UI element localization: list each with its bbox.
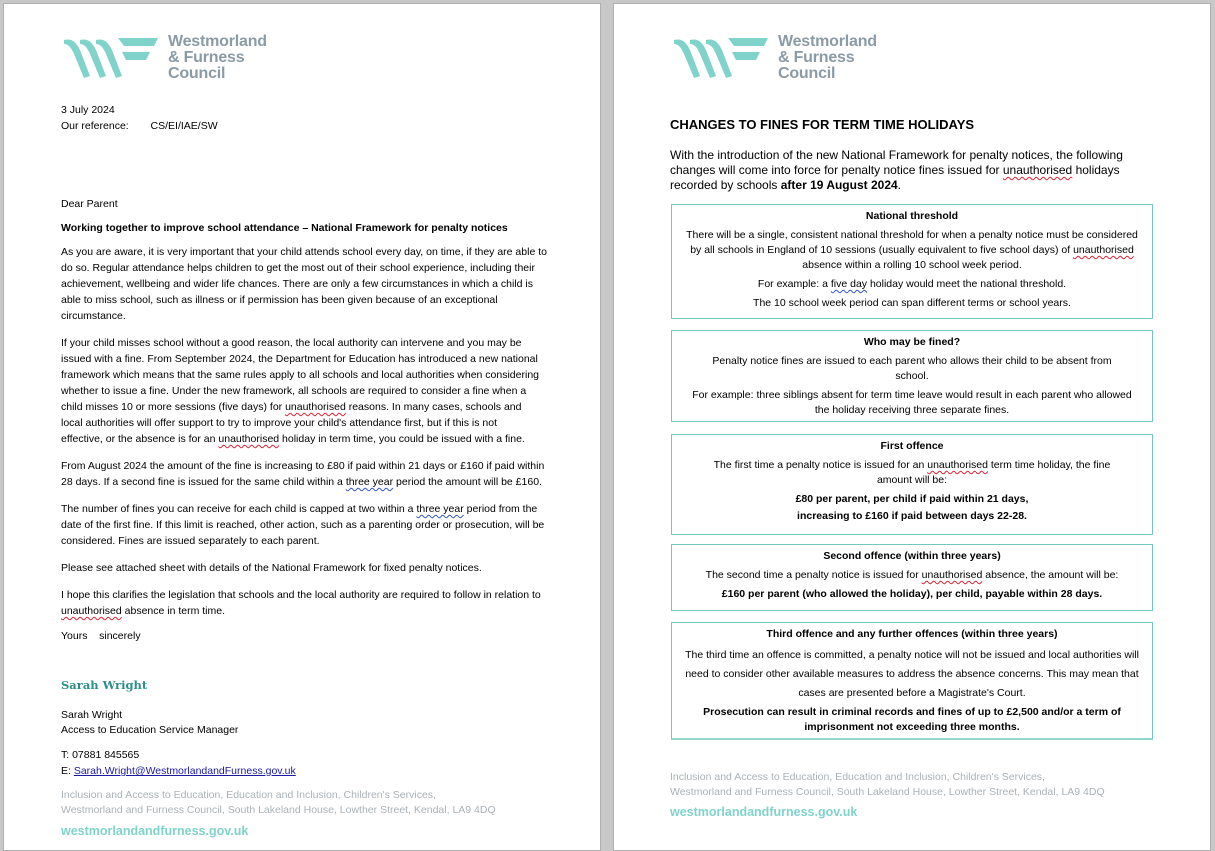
letter-date: 3 July 2024 [61, 104, 115, 116]
second-offence-box [671, 544, 1153, 611]
box-title: Third offence and any further offences (within three years) [766, 628, 1058, 640]
sheet-intro: With the introduction of the new National Framework for penalty notices, the following changes will come into force for penalty notice fines issued for unauthorised holidays recorded by schools after 19 August 2024. [670, 148, 1123, 192]
letter-footer-address [61, 788, 496, 818]
council-name [778, 34, 877, 82]
letter-body [61, 244, 548, 644]
letter-subject: Working together to improve school attendance – National Framework for penalty notices [61, 222, 508, 234]
reference-label: Our reference: [61, 120, 129, 132]
signer-title: Access to Education Service Manager [61, 724, 239, 736]
box-text: The third time an offence is committed, a penalty notice will not be issued and local authorities will need to consider other available measures to address the absence concerns. This may mean that cases are presented before a Magistrate's Court. [685, 649, 1139, 699]
box-text: There will be a single, consistent national threshold for when a penalty notice must be considered by all schools in England of 10 sessions (usually equivalent to five school days) of unauthorised absence within a rolling 10 school week period. [686, 229, 1138, 271]
who-may-be-fined-box [671, 330, 1153, 422]
wf-logo-mark-icon [672, 34, 770, 80]
footer-line-1: Inclusion and Access to Education, Education and Inclusion, Children's Services, [670, 771, 1045, 783]
paragraph-3: From August 2024 the amount of the fine is increasing to £80 if paid within 21 days or £160 if paid within 28 days. If a second fine is issued for the same child within a three year period the amount will be £160. [61, 460, 545, 488]
paragraph-2: If your child misses school without a good reason, the local authority can intervene and you may be issued with a fine. From September 2024, the Department for Education has introduced a new national framework which means that the same rules apply to all schools and local authorities when considering whether to issue a fine. Under the new framework, all schools are required to consider a fine when a child misses 10 or more sessions (five days) for unauthorised reasons. In many cases, schools and local authorities will offer support to try to improve your child's attendance first, but if this is not effective, or the absence is for an unauthorised holiday in term time, you could be issued with a fine. [61, 337, 539, 445]
sheet-footer-address [670, 770, 1105, 800]
letter-footer-url[interactable]: westmorlandandfurness.gov.uk [61, 824, 249, 838]
box-text: The first time a penalty notice is issued for an unauthorised term time holiday, the fine amount will be: [713, 459, 1111, 486]
box-title: Who may be fined? [863, 336, 961, 348]
box-text: increasing to £160 if paid between days 22-28. [797, 510, 1027, 522]
closing: Yours sincerely [61, 630, 141, 642]
wf-logo-mark-icon [62, 34, 160, 80]
paragraph-5: Please see attached sheet with details of the National Framework for fixed penalty notices. [61, 562, 482, 574]
box-text: For example: three siblings absent for term time leave would result in each parent who allowed the holiday receiving three separate fines. [692, 389, 1132, 416]
paragraph-6: I hope this clarifies the legislation that schools and the local authority are required to follow in relation to unauthorised absence in term time. [61, 589, 541, 617]
footer-line-2: Westmorland and Furness Council, South Lakeland House, Lowther Street, Kendal, LA9 4DQ [670, 786, 1105, 798]
council-name [168, 34, 267, 82]
letter-reference [61, 118, 218, 134]
first-offence-box [671, 434, 1153, 535]
box-text: £160 per parent (who allowed the holiday), per child, payable within 28 days. [721, 588, 1103, 600]
email-label: E: [61, 765, 74, 777]
box-text: Penalty notice fines are issued to each parent who allows their child to be absent from school. [712, 355, 1112, 382]
info-sheet-page [613, 3, 1211, 851]
signature: Sarah Wright [61, 678, 148, 692]
letter-page [3, 3, 601, 851]
box-text: The second time a penalty notice is issued for unauthorised absence, the amount will be: [705, 569, 1119, 581]
footer-line-1: Inclusion and Access to Education, Education and Inclusion, Children's Services, [61, 789, 436, 801]
box-title: National threshold [865, 210, 959, 222]
box-title: Second offence (within three years) [823, 550, 1001, 562]
reference-value: CS/EI/IAE/SW [150, 120, 218, 132]
box-text: For example: a five day holiday would meet the national threshold. [757, 278, 1067, 290]
box-title: First offence [880, 440, 944, 452]
salutation: Dear Parent [61, 198, 118, 210]
paragraph-4: The number of fines you can receive for each child is capped at two within a three year period from the date of the first fine. If this limit is reached, other action, such as a parenting order or prosecution, will be considered. Fines are issued separately to each parent. [61, 503, 545, 547]
box-text: £80 per parent, per child if paid within 21 days, [795, 493, 1029, 505]
signer-name: Sarah Wright [61, 709, 123, 721]
third-offence-box [671, 622, 1153, 740]
logo-line-2: & Furness [778, 49, 855, 66]
logo-line-3: Council [778, 65, 836, 82]
box-text: Prosecution can result in criminal records and fines of up to £2,500 and/or a term of imprisonment not exceeding three months. [703, 706, 1121, 733]
paragraph-1: As you are aware, it is very important that your child attends school every day, on time, if they are able to do so. Regular attendance helps children to get the most out of their school experience, including their achievement, wellbeing and wider life chances. There are only a few circumstances in which a child is able to miss school, such as illness or if permission has been given because of an exceptional circumstance. [61, 246, 547, 322]
council-logo [62, 34, 267, 82]
footer-line-2: Westmorland and Furness Council, South Lakeland House, Lowther Street, Kendal, LA9 4DQ [61, 804, 496, 816]
sheet-footer-url[interactable]: westmorlandandfurness.gov.uk [670, 805, 858, 819]
box-text: The 10 school week period can span different terms or school years. [753, 297, 1071, 309]
sheet-heading: CHANGES TO FINES FOR TERM TIME HOLIDAYS [670, 117, 975, 132]
national-threshold-box [671, 204, 1153, 319]
logo-line-3: Council [168, 65, 226, 82]
phone-number: T: 07881 845565 [61, 749, 140, 761]
email-line [61, 763, 296, 779]
council-logo [672, 34, 877, 82]
logo-line-1: Westmorland [168, 33, 267, 50]
logo-line-1: Westmorland [778, 33, 877, 50]
email-link[interactable]: Sarah.Wright@WestmorlandandFurness.gov.uk [73, 765, 296, 777]
logo-line-2: & Furness [168, 49, 245, 66]
